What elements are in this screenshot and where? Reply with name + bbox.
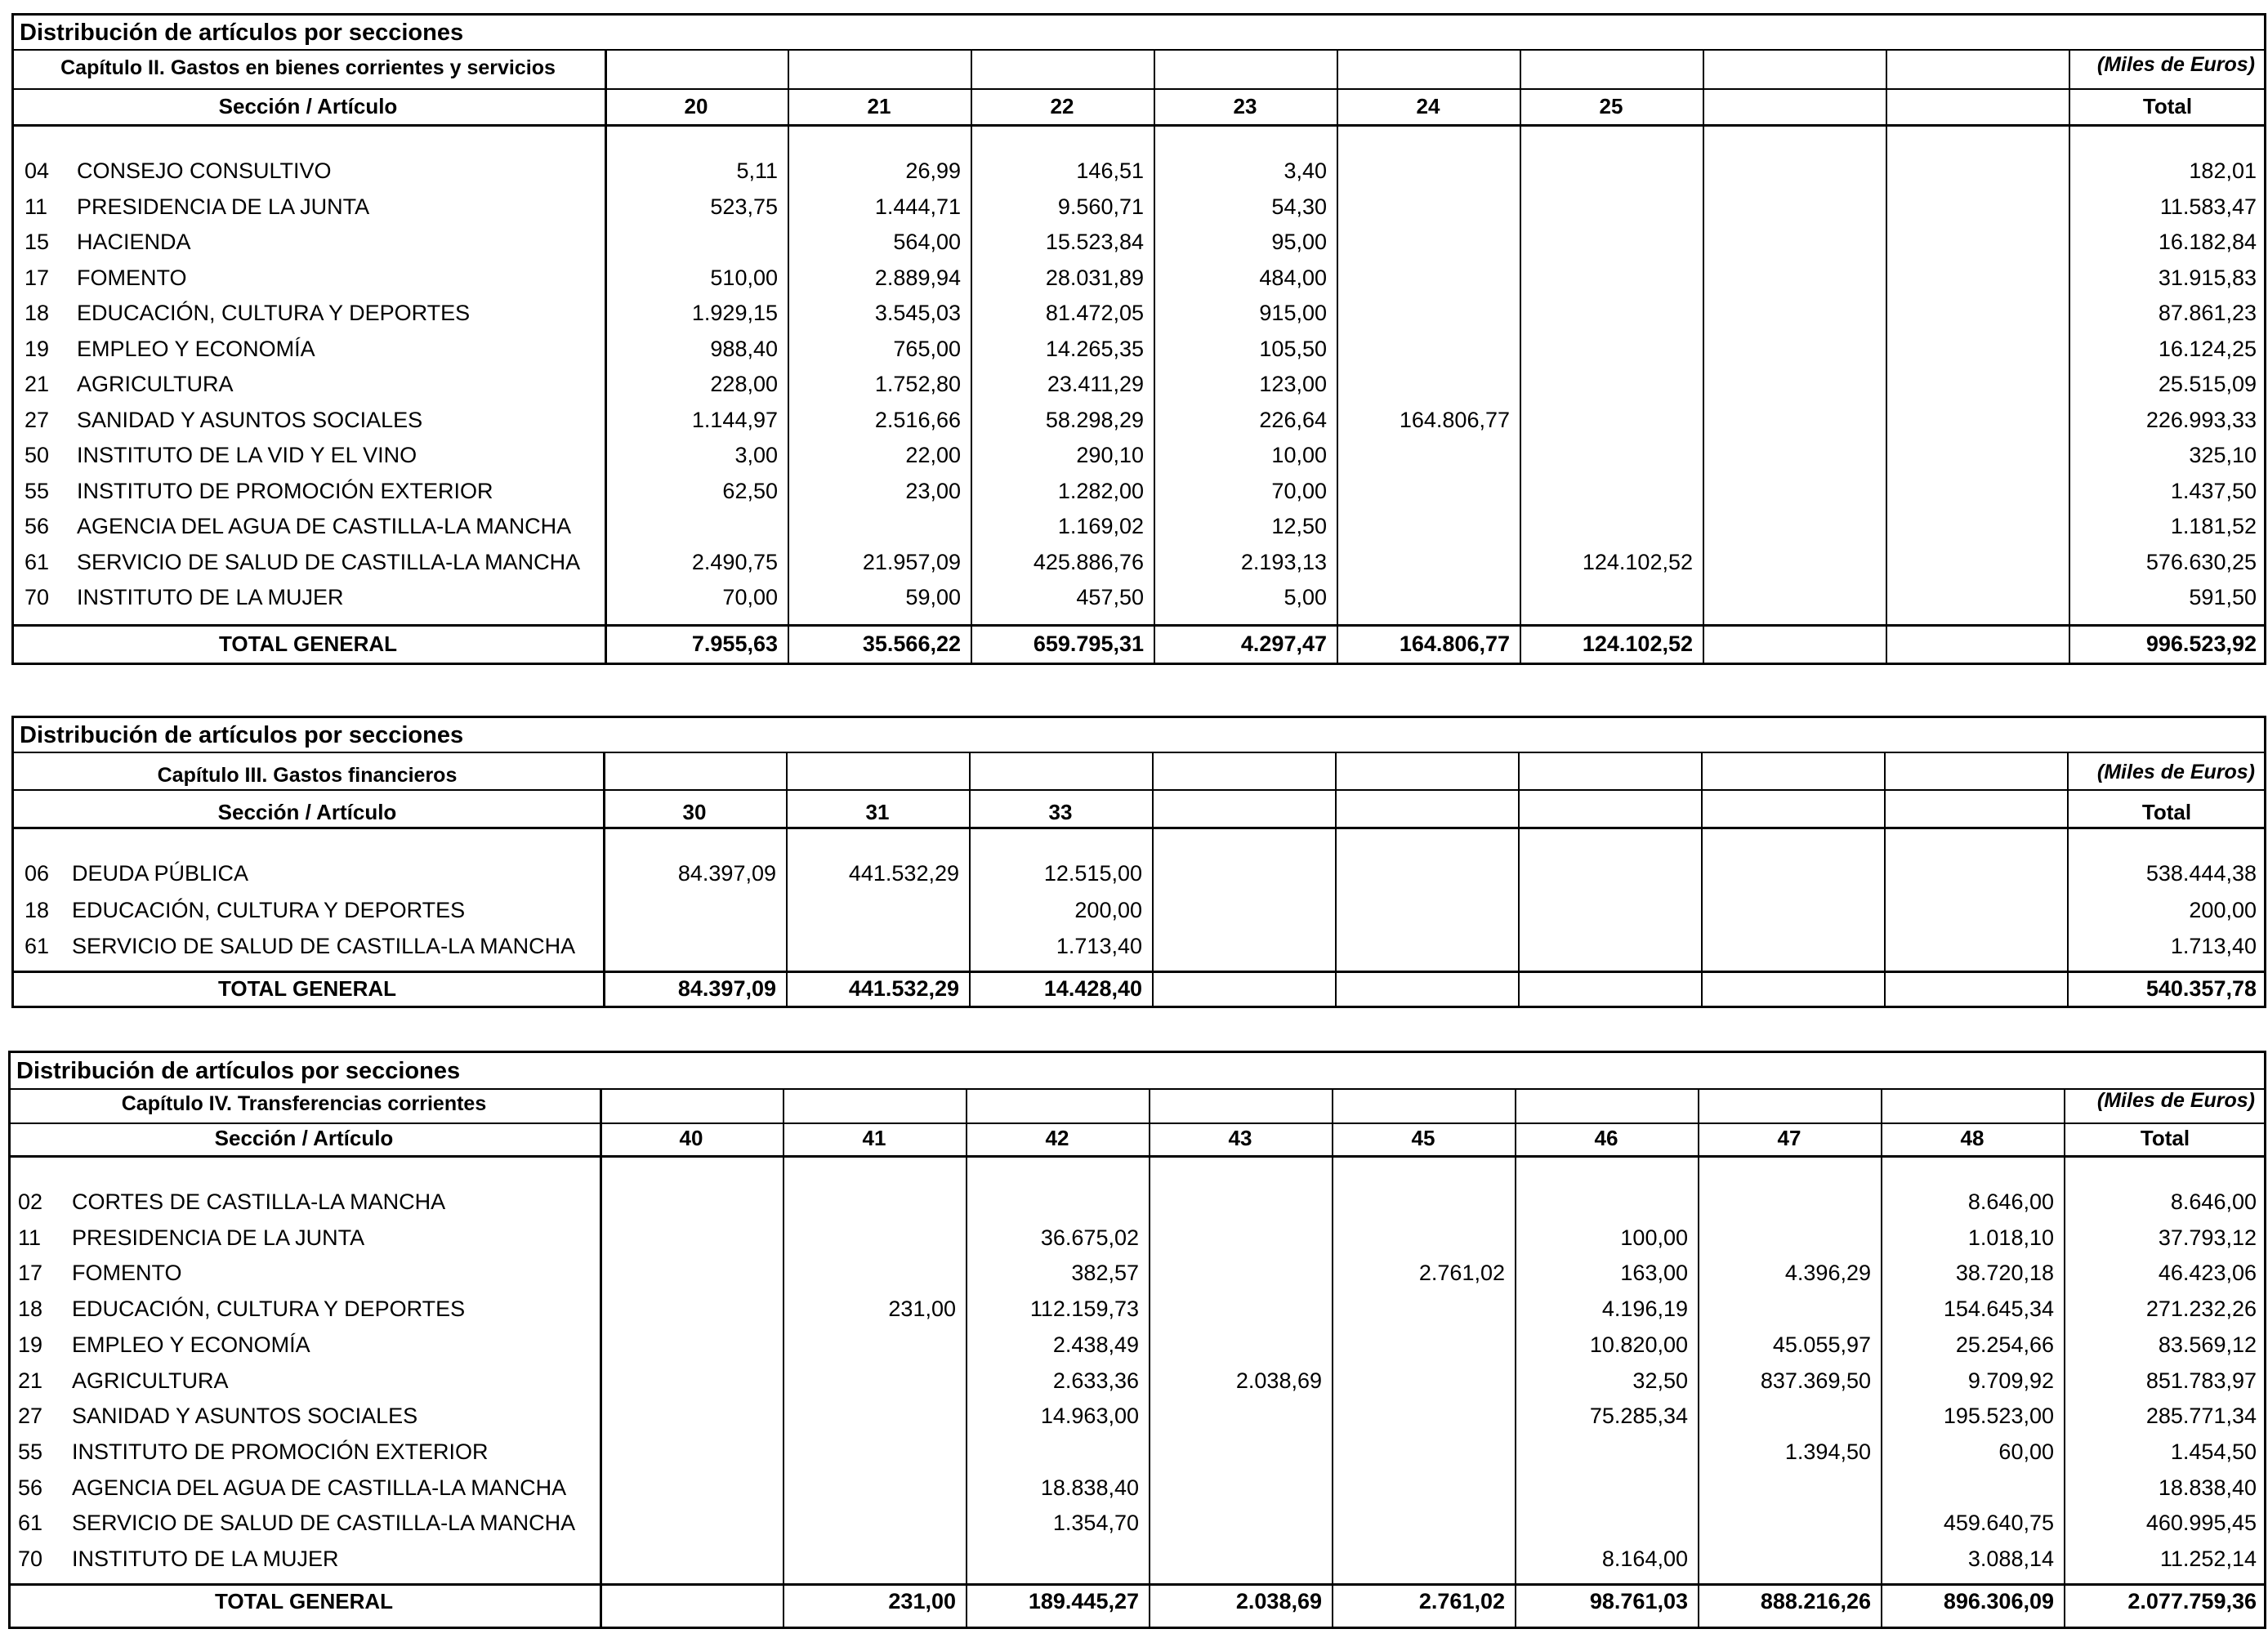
column-header: 25 xyxy=(1599,94,1623,118)
value-cell: 290,10 xyxy=(1076,443,1144,467)
column-header: 21 xyxy=(867,94,891,118)
column-divider xyxy=(1886,49,1887,665)
value-cell: 21.957,09 xyxy=(862,549,961,574)
total-value: 2.761,02 xyxy=(1418,1589,1505,1613)
value-cell: 46.423,06 xyxy=(2158,1261,2257,1286)
value-cell: 271.232,26 xyxy=(2145,1297,2257,1322)
section-code: 56 xyxy=(25,514,50,538)
column-divider xyxy=(600,1088,602,1629)
section-name: PRESIDENCIA DE LA JUNTA xyxy=(72,1225,365,1250)
section-code: 61 xyxy=(18,1511,43,1536)
section-code: 70 xyxy=(25,585,50,609)
column-divider xyxy=(1701,752,1703,1008)
value-cell: 382,57 xyxy=(1071,1261,1139,1286)
value-cell: 510,00 xyxy=(710,265,778,290)
column-header: 48 xyxy=(1960,1126,1984,1150)
value-cell: 31.915,83 xyxy=(2158,265,2257,290)
value-cell: 8.164,00 xyxy=(1601,1547,1688,1571)
section-name: EDUCACIÓN, CULTURA Y DEPORTES xyxy=(72,1297,466,1322)
value-cell: 182,01 xyxy=(2189,158,2257,183)
value-cell: 75.285,34 xyxy=(1589,1404,1688,1429)
value-cell: 988,40 xyxy=(710,336,778,361)
total-value: 2.038,69 xyxy=(1235,1589,1322,1613)
value-cell: 1.454,50 xyxy=(2170,1439,2257,1464)
column-header-section: Sección / Artículo xyxy=(214,1126,394,1150)
value-cell: 226.993,33 xyxy=(2145,407,2257,432)
section-name: SANIDAD Y ASUNTOS SOCIALES xyxy=(77,407,423,432)
value-cell: 231,00 xyxy=(888,1297,956,1322)
section-name: SERVICIO DE SALUD DE CASTILLA-LA MANCHA xyxy=(77,549,581,574)
row-divider xyxy=(11,971,2266,973)
value-cell: 915,00 xyxy=(1259,301,1327,325)
total-value: 2.077.759,36 xyxy=(2127,1589,2257,1613)
table-title: Distribución de artículos por secciones xyxy=(20,20,464,46)
value-cell: 460.995,45 xyxy=(2145,1511,2257,1536)
column-header: 23 xyxy=(1233,94,1257,118)
value-cell: 36.675,02 xyxy=(1040,1225,1139,1250)
total-value: 189.445,27 xyxy=(1028,1589,1139,1613)
value-cell: 100,00 xyxy=(1620,1225,1688,1250)
value-cell: 16.124,25 xyxy=(2158,336,2257,361)
section-code: 61 xyxy=(25,549,50,574)
row-divider xyxy=(11,88,2266,90)
value-cell: 4.396,29 xyxy=(1784,1261,1871,1286)
value-cell: 2.038,69 xyxy=(1235,1368,1322,1393)
value-cell: 163,00 xyxy=(1620,1261,1688,1286)
value-cell: 154.645,34 xyxy=(1943,1297,2054,1322)
value-cell: 1.444,71 xyxy=(874,194,961,219)
value-cell: 14.963,00 xyxy=(1040,1404,1139,1429)
row-divider xyxy=(8,1088,2266,1090)
value-cell: 87.861,23 xyxy=(2158,301,2257,325)
column-header: 24 xyxy=(1416,94,1440,118)
column-divider xyxy=(1335,752,1337,1008)
value-cell: 457,50 xyxy=(1076,585,1144,609)
value-cell: 3.088,14 xyxy=(1967,1547,2054,1571)
value-cell: 851.783,97 xyxy=(2145,1368,2257,1393)
value-cell: 25.254,66 xyxy=(1955,1332,2054,1357)
value-cell: 18.838,40 xyxy=(1040,1475,1139,1500)
section-code: 21 xyxy=(18,1368,43,1393)
column-divider xyxy=(1698,1088,1699,1629)
section-code: 15 xyxy=(25,230,50,254)
section-name: SERVICIO DE SALUD DE CASTILLA-LA MANCHA xyxy=(72,934,576,958)
value-cell: 1.144,97 xyxy=(691,407,778,432)
value-cell: 1.713,40 xyxy=(2170,934,2257,958)
row-divider xyxy=(11,789,2266,791)
section-name: EDUCACIÓN, CULTURA Y DEPORTES xyxy=(72,897,466,922)
value-cell: 5,00 xyxy=(1284,585,1327,609)
value-cell: 1.282,00 xyxy=(1057,478,1144,503)
value-cell: 70,00 xyxy=(1271,478,1327,503)
value-cell: 123,00 xyxy=(1259,372,1327,396)
total-value: 996.523,92 xyxy=(2145,632,2257,656)
value-cell: 538.444,38 xyxy=(2145,861,2257,886)
total-value: 888.216,26 xyxy=(1760,1589,1871,1613)
value-cell: 83.569,12 xyxy=(2158,1332,2257,1357)
row-divider xyxy=(11,49,2266,51)
value-cell: 1.713,40 xyxy=(1056,934,1142,958)
value-cell: 38.720,18 xyxy=(1955,1261,2054,1286)
chapter-subtitle: Capítulo II. Gastos en bienes corrientes y servicios xyxy=(60,56,556,79)
units-label: (Miles de Euros) xyxy=(2096,1089,2255,1112)
value-cell: 70,00 xyxy=(722,585,778,609)
total-value: 35.566,22 xyxy=(862,632,961,656)
column-divider xyxy=(1337,49,1338,665)
section-code: 55 xyxy=(18,1439,43,1464)
value-cell: 1.394,50 xyxy=(1784,1439,1871,1464)
section-code: 04 xyxy=(25,158,50,183)
value-cell: 32,50 xyxy=(1632,1368,1688,1393)
value-cell: 16.182,84 xyxy=(2158,230,2257,254)
value-cell: 54,30 xyxy=(1271,194,1327,219)
column-divider xyxy=(966,1088,967,1629)
column-header: 33 xyxy=(1048,800,1073,824)
section-name: PRESIDENCIA DE LA JUNTA xyxy=(77,194,370,219)
total-value: 84.397,09 xyxy=(677,976,776,1001)
section-code: 61 xyxy=(25,934,50,958)
value-cell: 576.630,25 xyxy=(2145,549,2257,574)
value-cell: 11.252,14 xyxy=(2159,1547,2257,1571)
column-header: 43 xyxy=(1228,1126,1252,1150)
section-name: AGRICULTURA xyxy=(77,372,234,396)
value-cell: 14.265,35 xyxy=(1045,336,1144,361)
column-header: 47 xyxy=(1777,1126,1801,1150)
section-name: HACIENDA xyxy=(77,230,191,254)
section-name: EDUCACIÓN, CULTURA Y DEPORTES xyxy=(77,301,471,325)
column-header: 31 xyxy=(865,800,890,824)
value-cell: 23,00 xyxy=(905,478,961,503)
section-name: EMPLEO Y ECONOMÍA xyxy=(77,336,315,361)
section-code: 27 xyxy=(18,1404,43,1429)
value-cell: 124.102,52 xyxy=(1582,549,1693,574)
section-name: AGENCIA DEL AGUA DE CASTILLA-LA MANCHA xyxy=(77,514,572,538)
value-cell: 28.031,89 xyxy=(1045,265,1144,290)
value-cell: 9.709,92 xyxy=(1967,1368,2054,1393)
section-code: 21 xyxy=(25,372,50,396)
value-cell: 60,00 xyxy=(1998,1439,2054,1464)
total-value: 896.306,09 xyxy=(1943,1589,2054,1613)
total-value: 231,00 xyxy=(888,1589,956,1613)
total-value: 7.955,63 xyxy=(691,632,778,656)
section-name: INSTITUTO DE PROMOCIÓN EXTERIOR xyxy=(77,478,493,503)
value-cell: 591,50 xyxy=(2189,585,2257,609)
table-title: Distribución de artículos por secciones xyxy=(16,1058,461,1084)
section-code: 18 xyxy=(25,301,50,325)
column-header: Total xyxy=(2142,94,2193,118)
value-cell: 195.523,00 xyxy=(1943,1404,2054,1429)
total-label: TOTAL GENERAL xyxy=(218,632,398,656)
value-cell: 3,00 xyxy=(734,443,778,467)
value-cell: 484,00 xyxy=(1259,265,1327,290)
chapter-subtitle: Capítulo IV. Transferencias corrientes xyxy=(121,1092,487,1115)
value-cell: 18.838,40 xyxy=(2158,1475,2257,1500)
column-divider xyxy=(1332,1088,1333,1629)
value-cell: 11.583,47 xyxy=(2159,194,2257,219)
value-cell: 1.437,50 xyxy=(2170,478,2257,503)
total-value: 164.806,77 xyxy=(1399,632,1510,656)
value-cell: 1.181,52 xyxy=(2170,514,2257,538)
total-value: 124.102,52 xyxy=(1582,632,1693,656)
row-divider xyxy=(8,1155,2266,1158)
column-header: 45 xyxy=(1411,1126,1435,1150)
section-name: INSTITUTO DE PROMOCIÓN EXTERIOR xyxy=(72,1439,489,1464)
chapter-subtitle: Capítulo III. Gastos financieros xyxy=(157,764,458,787)
section-name: DEUDA PÚBLICA xyxy=(72,861,249,886)
value-cell: 4.196,19 xyxy=(1601,1297,1688,1322)
value-cell: 8.646,00 xyxy=(1967,1189,2054,1214)
value-cell: 59,00 xyxy=(905,585,961,609)
value-cell: 837.369,50 xyxy=(1760,1368,1871,1393)
column-divider xyxy=(1884,752,1886,1008)
section-name: CONSEJO CONSULTIVO xyxy=(77,158,332,183)
value-cell: 564,00 xyxy=(893,230,961,254)
total-label: TOTAL GENERAL xyxy=(214,1589,394,1613)
value-cell: 2.633,36 xyxy=(1052,1368,1139,1393)
section-name: AGENCIA DEL AGUA DE CASTILLA-LA MANCHA xyxy=(72,1475,567,1500)
value-cell: 2.889,94 xyxy=(874,265,961,290)
value-cell: 1.169,02 xyxy=(1057,514,1144,538)
column-header: 22 xyxy=(1050,94,1074,118)
value-cell: 146,51 xyxy=(1076,158,1144,183)
value-cell: 5,11 xyxy=(736,158,778,183)
value-cell: 226,64 xyxy=(1259,407,1327,432)
section-code: 18 xyxy=(18,1297,43,1322)
total-value: 4.297,47 xyxy=(1240,632,1327,656)
section-name: AGRICULTURA xyxy=(72,1368,229,1393)
row-divider xyxy=(11,827,2266,829)
row-divider xyxy=(11,752,2266,753)
column-header: 41 xyxy=(862,1126,886,1150)
value-cell: 26,99 xyxy=(905,158,961,183)
value-cell: 325,10 xyxy=(2189,443,2257,467)
value-cell: 105,50 xyxy=(1259,336,1327,361)
column-divider xyxy=(1149,1088,1150,1629)
value-cell: 459.640,75 xyxy=(1943,1511,2054,1536)
column-divider xyxy=(783,1088,784,1629)
column-header: Total xyxy=(2141,800,2192,824)
section-code: 17 xyxy=(25,265,50,290)
value-cell: 765,00 xyxy=(893,336,961,361)
value-cell: 37.793,12 xyxy=(2158,1225,2257,1250)
value-cell: 8.646,00 xyxy=(2170,1189,2257,1214)
value-cell: 3.545,03 xyxy=(874,301,961,325)
value-cell: 523,75 xyxy=(710,194,778,219)
value-cell: 441.532,29 xyxy=(848,861,959,886)
section-code: 70 xyxy=(18,1547,43,1571)
value-cell: 285.771,34 xyxy=(2145,1404,2257,1429)
section-code: 18 xyxy=(25,897,50,922)
column-divider xyxy=(1152,752,1154,1008)
value-cell: 1.929,15 xyxy=(691,301,778,325)
units-label: (Miles de Euros) xyxy=(2096,761,2255,783)
section-code: 55 xyxy=(25,478,50,503)
total-value: 14.428,40 xyxy=(1043,976,1142,1001)
value-cell: 62,50 xyxy=(722,478,778,503)
section-code: 11 xyxy=(25,194,48,219)
value-cell: 84.397,09 xyxy=(677,861,776,886)
section-code: 02 xyxy=(18,1189,43,1214)
total-value: 441.532,29 xyxy=(848,976,959,1001)
row-divider xyxy=(8,1122,2266,1124)
value-cell: 2.761,02 xyxy=(1418,1261,1505,1286)
column-header-section: Sección / Artículo xyxy=(218,94,398,118)
total-value: 98.761,03 xyxy=(1589,1589,1688,1613)
section-code: 11 xyxy=(18,1225,42,1250)
column-divider xyxy=(1518,752,1520,1008)
column-header-section: Sección / Artículo xyxy=(217,800,397,824)
value-cell: 22,00 xyxy=(905,443,961,467)
section-name: SANIDAD Y ASUNTOS SOCIALES xyxy=(72,1404,418,1429)
value-cell: 12,50 xyxy=(1271,514,1327,538)
value-cell: 1.018,10 xyxy=(1967,1225,2054,1250)
value-cell: 425.886,76 xyxy=(1033,549,1144,574)
value-cell: 45.055,97 xyxy=(1772,1332,1871,1357)
value-cell: 95,00 xyxy=(1271,230,1327,254)
column-header: Total xyxy=(2140,1126,2190,1150)
value-cell: 200,00 xyxy=(1074,897,1142,922)
column-header: 40 xyxy=(679,1126,703,1150)
column-header: 20 xyxy=(684,94,708,118)
value-cell: 12.515,00 xyxy=(1043,861,1142,886)
value-cell: 15.523,84 xyxy=(1045,230,1144,254)
value-cell: 112.159,73 xyxy=(1029,1297,1139,1322)
column-header: 46 xyxy=(1594,1126,1618,1150)
section-code: 56 xyxy=(18,1475,43,1500)
value-cell: 2.193,13 xyxy=(1240,549,1327,574)
units-label: (Miles de Euros) xyxy=(2096,53,2255,76)
value-cell: 81.472,05 xyxy=(1045,301,1144,325)
row-divider xyxy=(8,1583,2266,1586)
section-code: 19 xyxy=(18,1332,43,1357)
total-value: 540.357,78 xyxy=(2145,976,2257,1001)
value-cell: 2.516,66 xyxy=(874,407,961,432)
section-name: INSTITUTO DE LA MUJER xyxy=(77,585,344,609)
value-cell: 228,00 xyxy=(710,372,778,396)
total-value: 659.795,31 xyxy=(1033,632,1144,656)
value-cell: 1.354,70 xyxy=(1052,1511,1139,1536)
value-cell: 200,00 xyxy=(2189,897,2257,922)
row-divider xyxy=(11,124,2266,127)
section-code: 06 xyxy=(25,861,50,886)
section-code: 27 xyxy=(25,407,50,432)
row-divider xyxy=(11,624,2266,627)
value-cell: 2.490,75 xyxy=(691,549,778,574)
column-header: 42 xyxy=(1045,1126,1069,1150)
value-cell: 9.560,71 xyxy=(1057,194,1144,219)
section-name: INSTITUTO DE LA MUJER xyxy=(72,1547,339,1571)
section-name: CORTES DE CASTILLA-LA MANCHA xyxy=(72,1189,446,1214)
value-cell: 25.515,09 xyxy=(2158,372,2257,396)
section-name: INSTITUTO DE LA VID Y EL VINO xyxy=(77,443,417,467)
table-title: Distribución de artículos por secciones xyxy=(20,722,464,748)
section-code: 50 xyxy=(25,443,50,467)
value-cell: 10.820,00 xyxy=(1589,1332,1688,1357)
value-cell: 10,00 xyxy=(1271,443,1327,467)
total-label: TOTAL GENERAL xyxy=(217,976,397,1001)
column-header: 30 xyxy=(682,800,707,824)
section-name: EMPLEO Y ECONOMÍA xyxy=(72,1332,310,1357)
section-name: SERVICIO DE SALUD DE CASTILLA-LA MANCHA xyxy=(72,1511,576,1536)
value-cell: 164.806,77 xyxy=(1399,407,1510,432)
value-cell: 58.298,29 xyxy=(1045,407,1144,432)
value-cell: 2.438,49 xyxy=(1052,1332,1139,1357)
section-name: FOMENTO xyxy=(77,265,187,290)
column-divider xyxy=(1703,49,1704,665)
section-name: FOMENTO xyxy=(72,1261,182,1286)
section-code: 17 xyxy=(18,1261,43,1286)
value-cell: 1.752,80 xyxy=(874,372,961,396)
section-code: 19 xyxy=(25,336,50,361)
value-cell: 23.411,29 xyxy=(1047,372,1144,396)
value-cell: 3,40 xyxy=(1284,158,1327,183)
